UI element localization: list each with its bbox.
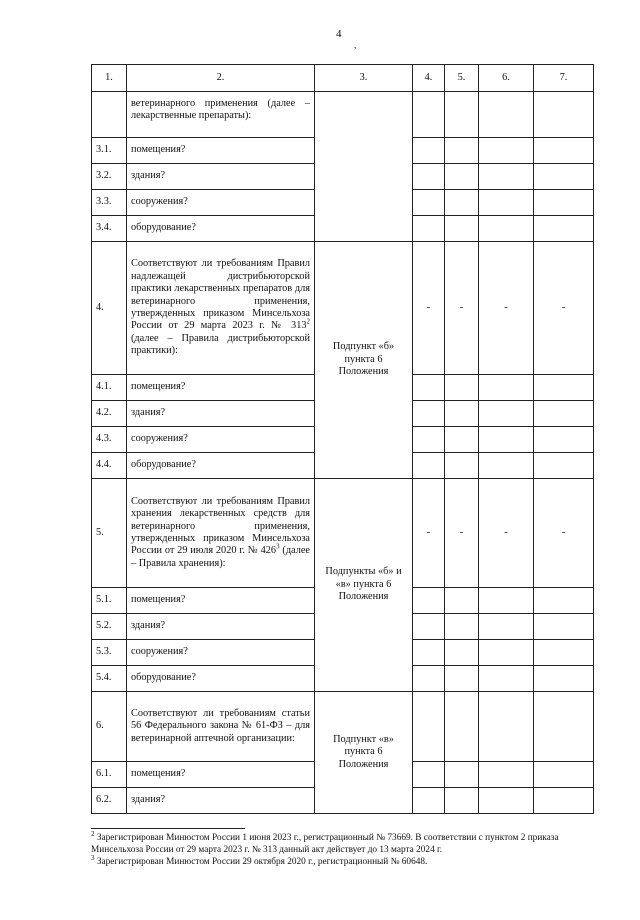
row-cell <box>479 92 534 138</box>
row-cell <box>413 453 445 479</box>
header-col-1: 1. <box>92 65 127 92</box>
checklist-table <box>91 64 594 814</box>
row-cell <box>445 588 479 614</box>
row-cell <box>445 138 479 164</box>
row-cell <box>479 401 534 427</box>
footnotes <box>91 829 601 868</box>
header-col-5: 5. <box>445 65 479 92</box>
footnote-separator <box>91 828 245 829</box>
row-cell <box>534 216 594 242</box>
row-cell: - <box>413 242 445 375</box>
row-cell <box>534 138 594 164</box>
row-number: 6.1. <box>92 762 127 788</box>
header-col-3: 3. <box>315 65 413 92</box>
row-cell <box>479 692 534 762</box>
row-cell <box>534 375 594 401</box>
row-number: 5.1. <box>92 588 127 614</box>
row-cell <box>534 190 594 216</box>
row-cell <box>534 692 594 762</box>
row-cell <box>413 92 445 138</box>
row-cell: - <box>534 479 594 588</box>
row-cell <box>445 640 479 666</box>
footnote-2-mark: 2 <box>91 829 95 838</box>
footnote-3 <box>91 853 601 868</box>
row-cell <box>534 427 594 453</box>
row-cell <box>479 190 534 216</box>
footnote-3-text: Зарегистрирован Минюстом России 29 октября 2020 г., регистрационный № 60648. <box>94 857 428 867</box>
row-cell <box>445 614 479 640</box>
row-number: 6. <box>92 692 127 762</box>
footnote-ref-3: 3 <box>276 542 280 551</box>
row-question: помещения? <box>127 762 315 788</box>
row-number: 5. <box>92 479 127 588</box>
row-reference: Подпункт «б» пункта 6 Положения <box>315 242 413 479</box>
row-question: здания? <box>127 164 315 190</box>
row-question: оборудование? <box>127 453 315 479</box>
table-row <box>92 479 594 588</box>
table-row <box>92 92 594 138</box>
row-number: 5.3. <box>92 640 127 666</box>
row-number: 4.1. <box>92 375 127 401</box>
row-cell: - <box>413 479 445 588</box>
row-number: 4.2. <box>92 401 127 427</box>
row-reference: Подпункт «в» пункта 6 Положения <box>315 692 413 814</box>
row-cell <box>413 588 445 614</box>
row-cell <box>534 788 594 814</box>
row-question: здания? <box>127 788 315 814</box>
row-question <box>127 242 315 375</box>
table-row <box>92 692 594 762</box>
row-cell <box>445 453 479 479</box>
row-cell <box>534 401 594 427</box>
row-cell <box>445 190 479 216</box>
row-cell <box>445 692 479 762</box>
row-question-text: Соответствуют ли требованиям Правил хранения лекарственных средств для ветеринарного применения, утвержденных приказом Минсельхоза России от 29 июля 2020 г. № 426 <box>131 495 310 557</box>
footnote-3-mark: 3 <box>91 853 95 862</box>
row-cell <box>413 216 445 242</box>
row-number: 4.4. <box>92 453 127 479</box>
page-mark: , <box>354 40 357 50</box>
row-question: сооружения? <box>127 640 315 666</box>
row-cell <box>534 92 594 138</box>
row-cell <box>445 216 479 242</box>
footnote-2 <box>91 829 601 856</box>
row-cell <box>534 640 594 666</box>
row-reference: Подпункты «б» и «в» пункта 6 Положения <box>315 479 413 692</box>
row-cell <box>413 375 445 401</box>
row-number: 5.4. <box>92 666 127 692</box>
row-number: 3.1. <box>92 138 127 164</box>
row-cell <box>534 453 594 479</box>
row-cell <box>479 164 534 190</box>
footnote-ref-2: 2 <box>306 317 310 326</box>
row-cell <box>413 614 445 640</box>
row-cell <box>445 401 479 427</box>
row-cell <box>413 164 445 190</box>
row-cell <box>534 164 594 190</box>
header-col-2: 2. <box>127 65 315 92</box>
row-cell <box>445 427 479 453</box>
row-question: оборудование? <box>127 216 315 242</box>
row-question: здания? <box>127 401 315 427</box>
row-question-text: Соответствуют ли требованиям Правил надлежащей дистрибьюторской практики лекарственных препаратов для ветеринарного применения, утвержденных приказом Минсельхоза России от 29 марта 2023 г. № 313 <box>131 258 310 332</box>
row-cell <box>413 692 445 762</box>
row-number <box>92 92 127 138</box>
header-col-4: 4. <box>413 65 445 92</box>
row-question-text-end: (далее – Правила хранения): <box>131 545 310 569</box>
row-cell: - <box>445 242 479 375</box>
row-cell <box>445 164 479 190</box>
row-cell <box>445 375 479 401</box>
row-cell <box>413 138 445 164</box>
row-question: сооружения? <box>127 190 315 216</box>
row-cell <box>479 788 534 814</box>
row-number: 6.2. <box>92 788 127 814</box>
row-cell <box>413 640 445 666</box>
row-cell <box>413 788 445 814</box>
row-cell <box>479 427 534 453</box>
header-col-6: 6. <box>479 65 534 92</box>
row-question: здания? <box>127 614 315 640</box>
row-question: помещения? <box>127 588 315 614</box>
row-cell <box>479 762 534 788</box>
row-question: сооружения? <box>127 427 315 453</box>
row-cell <box>445 788 479 814</box>
row-cell <box>479 640 534 666</box>
page-number: 4 <box>336 28 342 40</box>
row-number: 3.4. <box>92 216 127 242</box>
row-question: ветеринарного применения (далее – лекарственные препараты): <box>127 92 315 138</box>
row-cell <box>534 588 594 614</box>
table-header-row <box>92 65 594 92</box>
row-cell <box>413 762 445 788</box>
row-cell <box>479 666 534 692</box>
row-cell <box>445 762 479 788</box>
row-reference <box>315 92 413 242</box>
row-cell <box>479 453 534 479</box>
row-question: Соответствуют ли требованиям статьи 56 Федерального закона № 61-ФЗ – для ветеринарной аптечной организации: <box>127 692 315 762</box>
row-number: 4. <box>92 242 127 375</box>
row-question: оборудование? <box>127 666 315 692</box>
row-cell <box>445 666 479 692</box>
row-cell <box>445 92 479 138</box>
row-cell <box>534 614 594 640</box>
row-cell <box>534 666 594 692</box>
row-cell <box>413 190 445 216</box>
table-row <box>92 242 594 375</box>
row-question <box>127 479 315 588</box>
row-number: 5.2. <box>92 614 127 640</box>
row-cell: - <box>445 479 479 588</box>
row-cell: - <box>479 479 534 588</box>
row-cell <box>479 588 534 614</box>
row-cell <box>479 216 534 242</box>
footnote-2-text: Зарегистрирован Минюстом России 1 июня 2023 г., регистрационный № 73669. В соответствии с пунктом 2 приказа Минсельхоза России от 29 марта 2023 г. № 313 данный акт действует до 13 марта 2024 г. <box>91 833 559 855</box>
row-number: 3.2. <box>92 164 127 190</box>
row-cell <box>479 614 534 640</box>
header-col-7: 7. <box>534 65 594 92</box>
row-cell <box>413 427 445 453</box>
row-question: помещения? <box>127 375 315 401</box>
row-cell <box>479 138 534 164</box>
row-number: 4.3. <box>92 427 127 453</box>
row-cell <box>534 762 594 788</box>
row-cell <box>479 375 534 401</box>
row-question: помещения? <box>127 138 315 164</box>
row-cell <box>413 401 445 427</box>
row-cell <box>413 666 445 692</box>
row-question-text-end: (далее – Правила дистрибьюторской практики): <box>131 332 310 357</box>
row-cell: - <box>534 242 594 375</box>
row-number: 3.3. <box>92 190 127 216</box>
row-cell: - <box>479 242 534 375</box>
